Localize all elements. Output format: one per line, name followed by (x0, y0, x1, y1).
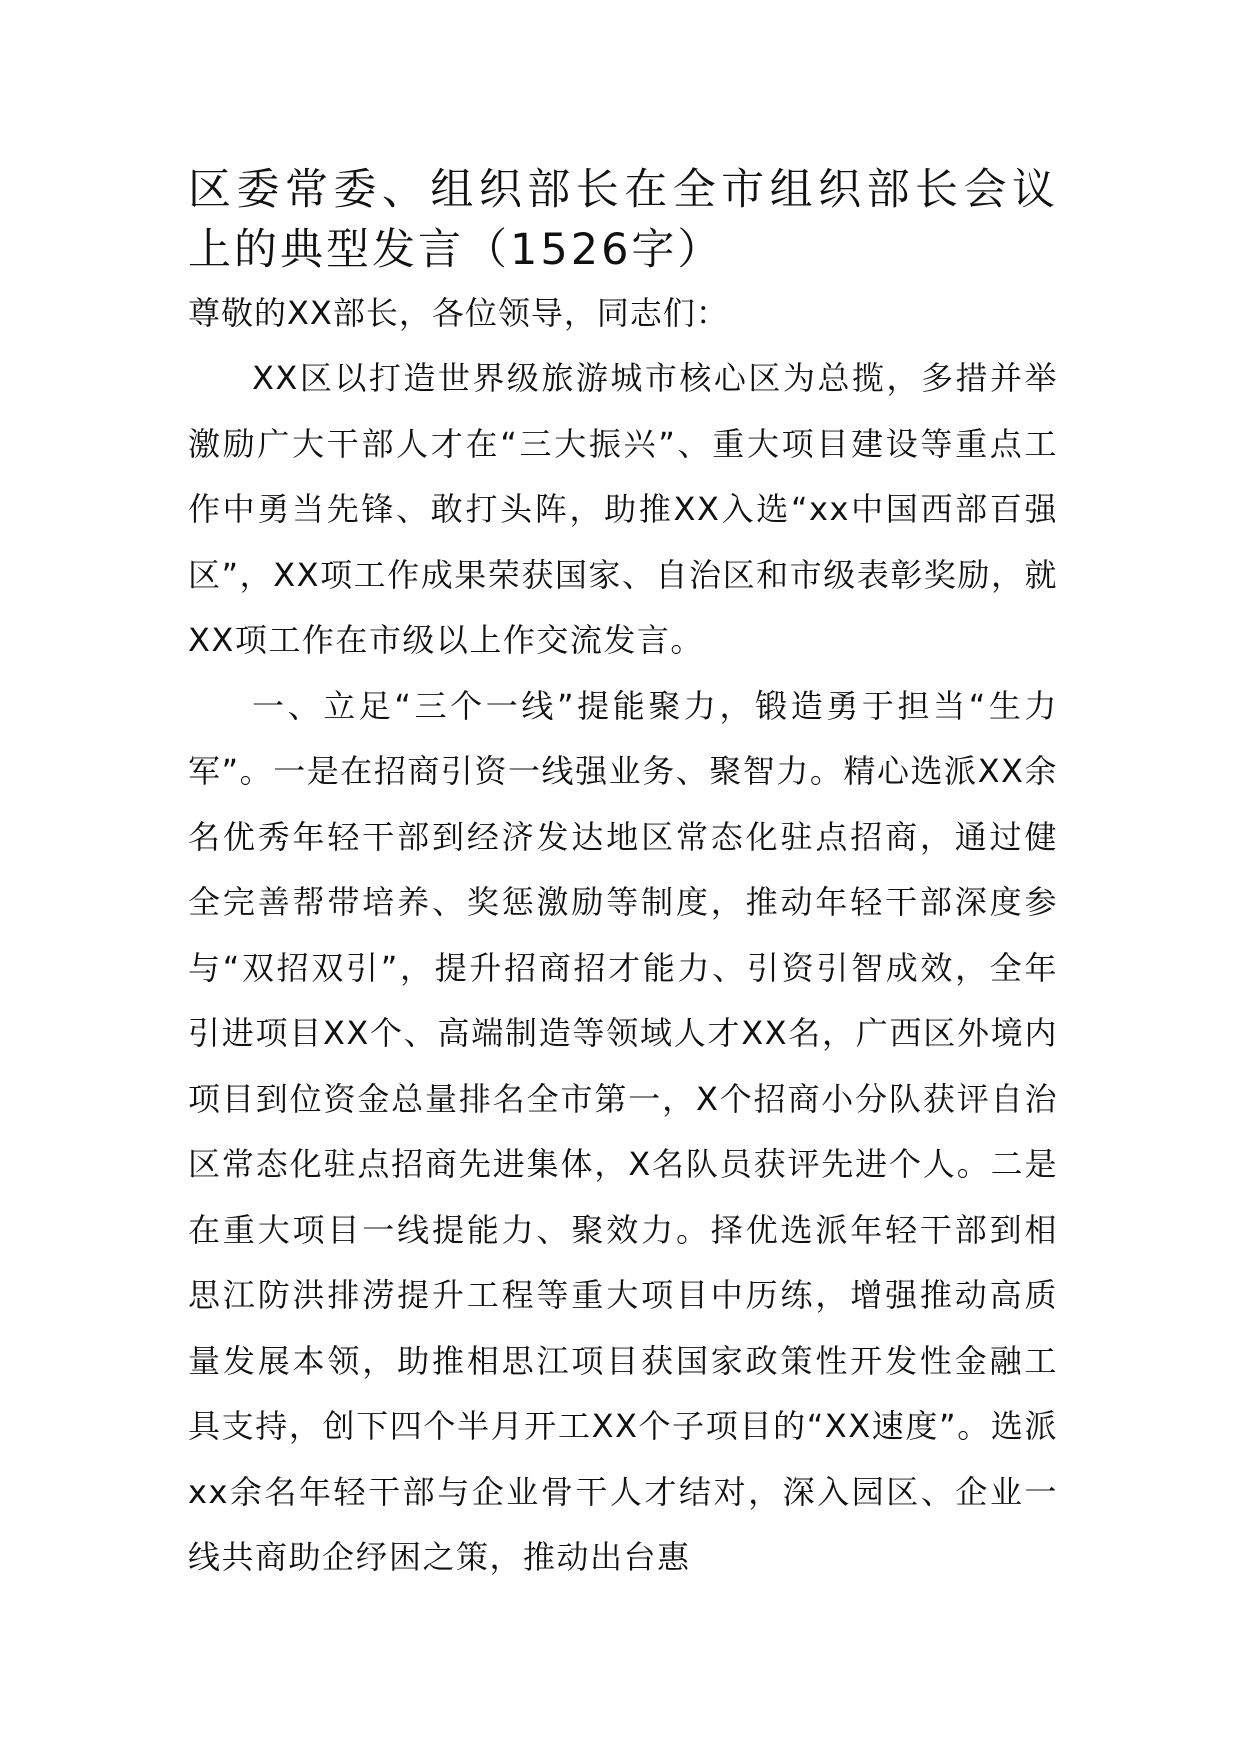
document-title: 区委常委、组织部长在全市组织部长会议上的典型发言（1526字） (188, 165, 1058, 275)
document-page (188, 160, 1058, 1591)
body-paragraph-1: XX区以打造世界级旅游城市核心区为总揽，多措并举激励广大干部人才在“三大振兴”、重大项目建设等重点工作中勇当先锋、敢打头阵，助推XX入选“xx中国西部百强区”，XX项工作成果荣获国家、自治区和市级表彰奖励，就XX项工作在市级以上作交流发言。 (188, 359, 1058, 659)
body-paragraph-2: 一、立足“三个一线”提能聚力，锻造勇于担当“生力军”。一是在招商引资一线强业务、聚智力。精心选派XX余名优秀年轻干部到经济发达地区常态化驻点招商，通过健全完善帮带培养、奖惩激励等制度，推动年轻干部深度参与“双招双引”，提升招商招才能力、引资引智成效，全年引进项目XX个、高端制造等领域人才XX名，广西区外境内项目到位资金总量排名全市第一，X个招商小分队获评自治区常态化驻点招商先进集体，X名队员获评先进个人。二是在重大项目一线提能力、聚效力。择优选派年轻干部到相思江防洪排涝提升工程等重大项目中历练，增强推动高质量发展本领，助推相思江项目获国家政策性开发性金融工具支持，创下四个半月开工XX个子项目的“XX速度”。选派xx余名年轻干部与企业骨干人才结对，深入园区、企业一线共商助企纾困之策，推动出台惠 (188, 686, 1058, 1576)
greeting-line: 尊敬的XX部长，各位领导，同志们： (188, 294, 729, 332)
